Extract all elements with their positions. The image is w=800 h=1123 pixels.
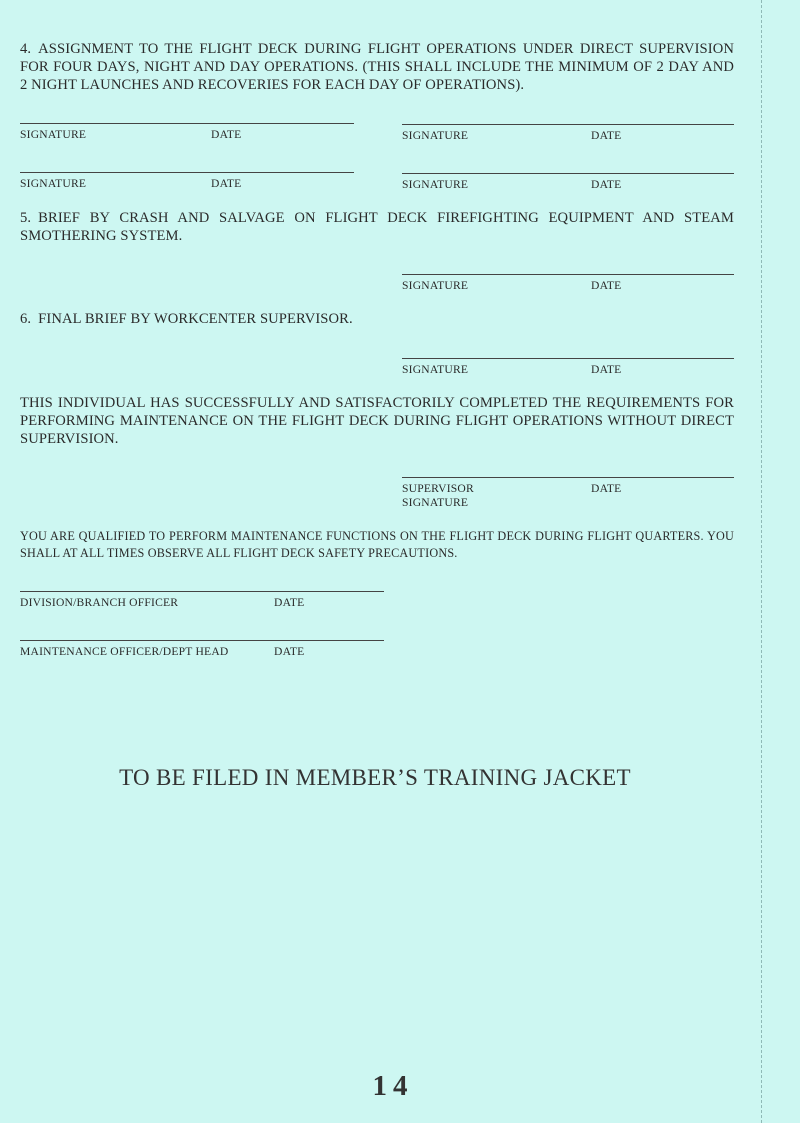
date-label: DATE bbox=[591, 178, 622, 191]
signature-label: SIGNATURE bbox=[20, 177, 87, 190]
date-label: DATE bbox=[591, 279, 622, 292]
item-5-text: BRIEF BY CRASH AND SALVAGE ON FLIGHT DECK FIREFIGHTING EQUIPMENT AND STEAM SMOTHERING SYSTEM. bbox=[20, 210, 734, 244]
maintenance-officer-label: MAINTENANCE OFFICER/DEPT HEAD bbox=[20, 645, 229, 658]
item-6-text: FINAL BRIEF BY WORKCENTER SUPERVISOR. bbox=[38, 311, 353, 327]
supervisor-signature-label: SUPERVISOR SIGNATURE bbox=[402, 482, 474, 509]
item-6-signature-line[interactable] bbox=[402, 358, 734, 376]
date-label: DATE bbox=[591, 363, 622, 376]
item-4-number: 4. bbox=[20, 41, 32, 57]
supervisor-signature-line[interactable] bbox=[402, 477, 734, 509]
signature-label: SIGNATURE bbox=[402, 363, 469, 376]
qualification-statement: YOU ARE QUALIFIED TO PERFORM MAINTENANCE FUNCTIONS ON THE FLIGHT DECK DURING FLIGHT QUARTERS. YOU SHALL AT ALL TIMES OBSERVE ALL FLIGHT DECK SAFETY PRECAUTIONS. bbox=[20, 529, 734, 560]
date-label: DATE bbox=[211, 177, 242, 190]
signature-label: SIGNATURE bbox=[402, 129, 469, 142]
page-number: 14 bbox=[372, 1070, 414, 1102]
division-officer-label: DIVISION/BRANCH OFFICER bbox=[20, 596, 179, 609]
date-label: DATE bbox=[274, 645, 305, 658]
division-officer-signature-line[interactable] bbox=[20, 591, 384, 609]
item-4-signature-line-2-right[interactable] bbox=[402, 173, 734, 191]
maintenance-officer-signature-line[interactable] bbox=[20, 640, 384, 658]
item-6-number: 6. bbox=[20, 311, 32, 327]
item-4-paragraph bbox=[20, 40, 734, 94]
date-label: DATE bbox=[591, 482, 622, 495]
item-5-signature-line[interactable] bbox=[402, 274, 734, 292]
item-4-signature-line-1-left[interactable] bbox=[20, 123, 354, 141]
item-4-signature-line-1-right[interactable] bbox=[402, 124, 734, 142]
item-6-paragraph bbox=[20, 310, 734, 328]
date-label: DATE bbox=[211, 128, 242, 141]
signature-label: SIGNATURE bbox=[402, 279, 469, 292]
item-5-paragraph bbox=[20, 209, 734, 245]
filing-instruction: TO BE FILED IN MEMBER’S TRAINING JACKET bbox=[119, 765, 631, 790]
signature-label: SIGNATURE bbox=[20, 128, 87, 141]
perforation-line bbox=[761, 0, 762, 1123]
date-label: DATE bbox=[274, 596, 305, 609]
item-4-text: ASSIGNMENT TO THE FLIGHT DECK DURING FLIGHT OPERATIONS UNDER DIRECT SUPERVISION FOR FOUR DAYS, NIGHT AND DAY OPERATIONS. (THIS SHALL INCLUDE THE MINIMUM OF 2 DAY AND 2 NIGHT LAUNCHES AND RECOVERIES FOR EACH DAY OF OPERATIONS). bbox=[20, 41, 734, 93]
completion-statement: THIS INDIVIDUAL HAS SUCCESSFULLY AND SATISFACTORILY COMPLETED THE REQUIREMENTS FOR PERFORMING MAINTENANCE ON THE FLIGHT DECK DURING FLIGHT OPERATIONS WITHOUT DIRECT SUPERVISION. bbox=[20, 395, 734, 447]
signature-label: SIGNATURE bbox=[402, 178, 469, 191]
item-5-number: 5. bbox=[20, 210, 32, 226]
item-4-signature-line-2-left[interactable] bbox=[20, 172, 354, 190]
date-label: DATE bbox=[591, 129, 622, 142]
